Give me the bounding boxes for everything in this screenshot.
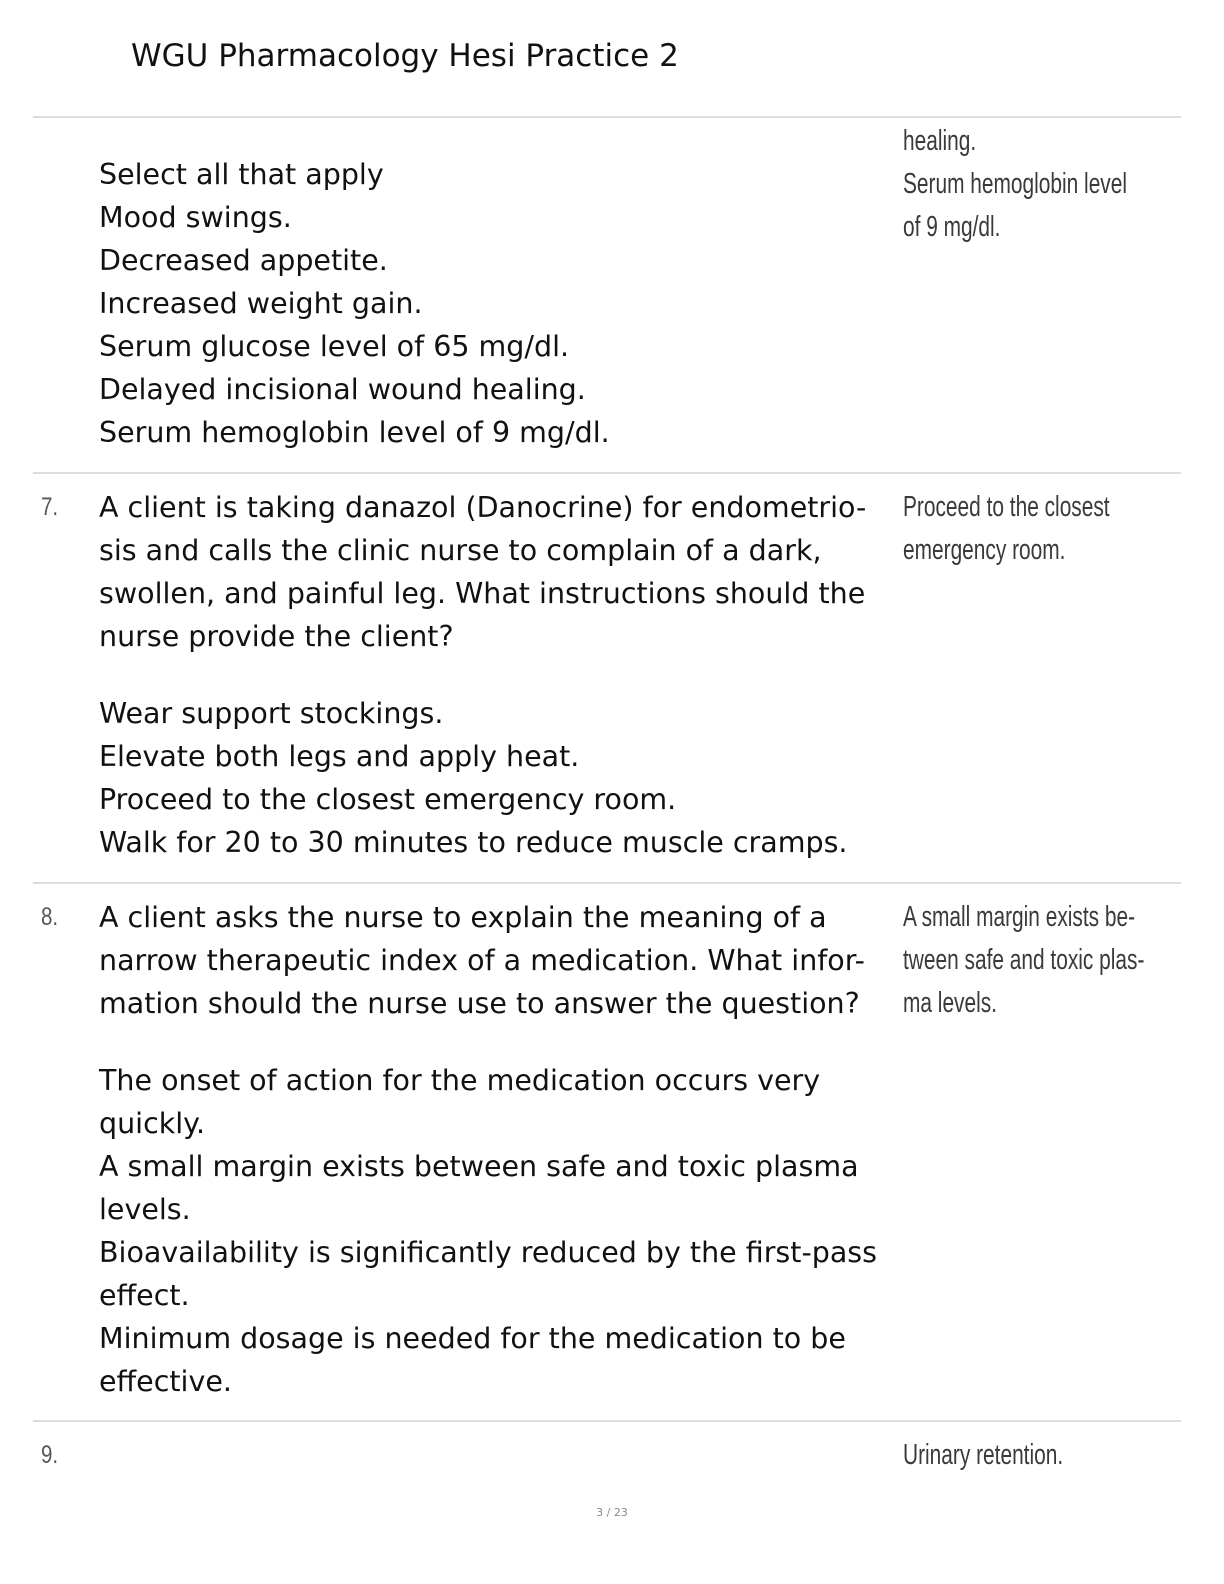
question-number: 9. — [41, 1441, 59, 1469]
answer-line: Serum hemoglobin level — [903, 168, 1128, 200]
question-7-text — [99, 486, 899, 658]
option-line: Bioavailability is significantly reduced by the first-pass — [99, 1236, 877, 1269]
answer-line: A small margin exists be- — [903, 901, 1136, 933]
option-line: Elevate both legs and apply heat. — [99, 740, 580, 773]
answer-line: healing. — [903, 125, 977, 157]
option-line: Serum glucose level of 65 mg/dl. — [99, 330, 570, 363]
question-9-answer — [903, 1434, 1205, 1477]
answer-line: Proceed to the closest — [903, 491, 1110, 523]
option-line: Decreased appetite. — [99, 244, 388, 277]
divider — [33, 882, 1181, 884]
question-line: nurse provide the client? — [99, 620, 454, 653]
answer-line: ma levels. — [903, 987, 997, 1019]
answer-line: Urinary retention. — [903, 1439, 1064, 1471]
question-continuation — [99, 153, 899, 454]
option-line: Select all that apply — [99, 158, 384, 191]
question-8-text — [99, 896, 899, 1025]
answer-continuation — [903, 120, 1205, 249]
answer-line: emergency room. — [903, 534, 1066, 566]
option-line: Wear support stockings. — [99, 697, 444, 730]
divider — [33, 116, 1181, 118]
question-line: A client asks the nurse to explain the meaning of a — [99, 901, 827, 934]
question-line: A client is taking danazol (Danocrine) for endometrio- — [99, 491, 867, 524]
option-line: Serum hemoglobin level of 9 mg/dl. — [99, 416, 610, 449]
option-line: levels. — [99, 1193, 191, 1226]
option-line: Increased weight gain. — [99, 287, 423, 320]
option-line: effect. — [99, 1279, 190, 1312]
option-line: Delayed incisional wound healing. — [99, 373, 586, 406]
option-line: Walk for 20 to 30 minutes to reduce muscle cramps. — [99, 826, 848, 859]
option-line: Minimum dosage is needed for the medication to be — [99, 1322, 846, 1355]
page-number: 3 / 23 — [596, 1506, 628, 1519]
question-line: swollen, and painful leg. What instructions should the — [99, 577, 866, 610]
answer-line: of 9 mg/dl. — [903, 211, 1001, 243]
question-line: mation should the nurse use to answer the question? — [99, 987, 860, 1020]
question-7-options — [99, 692, 899, 864]
question-8-answer — [903, 896, 1205, 1025]
question-8-options — [99, 1059, 899, 1403]
question-7-answer — [903, 486, 1205, 572]
option-line: Proceed to the closest emergency room. — [99, 783, 677, 816]
question-line: narrow therapeutic index of a medication. What infor- — [99, 944, 865, 977]
question-number: 8. — [41, 903, 59, 931]
question-line: sis and calls the clinic nurse to complain of a dark, — [99, 534, 822, 567]
divider — [33, 472, 1181, 474]
divider — [33, 1420, 1181, 1422]
option-line: A small margin exists between safe and toxic plasma — [99, 1150, 859, 1183]
option-line: effective. — [99, 1365, 232, 1398]
option-line: quickly. — [99, 1107, 206, 1140]
document-title: WGU Pharmacology Hesi Practice 2 — [131, 38, 679, 74]
question-number: 7. — [41, 493, 59, 521]
option-line: The onset of action for the medication occurs very — [99, 1064, 821, 1097]
answer-line: tween safe and toxic plas- — [903, 944, 1145, 976]
option-line: Mood swings. — [99, 201, 292, 234]
